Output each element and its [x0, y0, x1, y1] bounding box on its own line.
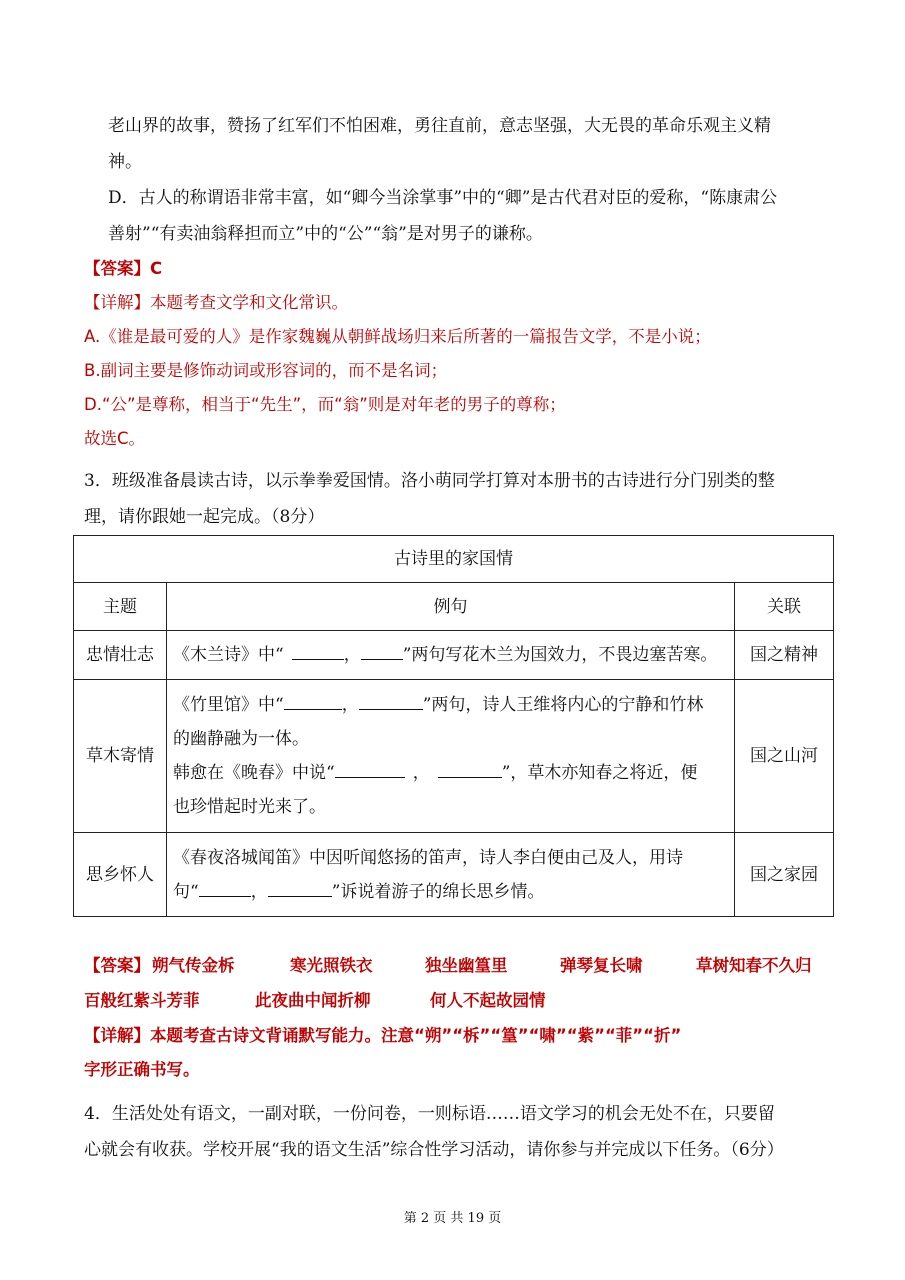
table-row	[74, 680, 834, 833]
explanation-d: D.“公”是尊称，相当于“先生”，而“翁”则是对年老的男子的尊称；	[84, 395, 566, 414]
answer-3-item: 草树知春不久归	[696, 956, 812, 975]
answer-label: 【答案】C	[84, 259, 163, 278]
blank-input	[438, 759, 502, 778]
explanation-heading: 【详解】本题考查文学和文化常识。	[84, 293, 348, 312]
answer-3-explanation-1: 【详解】本题考查古诗文背诵默写能力。注意“朔”“柝”“篁”“啸”“紫”“菲”“折”	[84, 1026, 682, 1045]
answer-choice: 故选C。	[84, 429, 146, 448]
blank-input	[199, 878, 251, 897]
row2-topic: 草木寄情	[74, 680, 167, 833]
question-3-line-2: 理，请你跟她一起完成。（8分）	[84, 507, 325, 527]
table-title: 古诗里的家国情	[74, 536, 834, 583]
question-4-line-2: 心就会有收获。学校开展“我的语文生活”综合性学习活动，请你参与并完成以下任务。（6分）	[84, 1140, 784, 1160]
header-example: 例句	[167, 583, 735, 631]
header-topic: 主题	[74, 583, 167, 631]
explanation-b: B.副词主要是修饰动词或形容词的，而不是名词；	[84, 361, 448, 380]
table-row	[74, 833, 834, 917]
option-d-line-2: 善射”“有卖油翁释担而立”中的“公”“翁”是对男子的谦称。	[108, 224, 543, 244]
row1-example	[167, 631, 735, 680]
answer-3-item: 寒光照铁衣	[290, 956, 373, 975]
row2-a-line-2: 的幽静融为一体。	[173, 729, 309, 749]
row3-topic: 思乡怀人	[74, 833, 167, 917]
answer-3-item: 朔气传金柝	[152, 956, 235, 975]
blank-input	[284, 691, 342, 710]
row3-link: 国之家园	[735, 833, 834, 917]
answer-3-item: 此夜曲中闻折柳	[255, 991, 371, 1010]
row2-example	[167, 680, 735, 833]
row2-a-comma: ，	[341, 695, 359, 715]
table-row	[74, 631, 834, 680]
row3-comma: ，	[250, 881, 268, 902]
page-footer: 第 2 页 共 19 页	[403, 1211, 502, 1226]
row2-a-prefix: 《竹里馆》中“	[173, 695, 284, 715]
answer-3-explanation-2: 字形正确书写。	[84, 1060, 200, 1079]
answer-3-item: 弹琴复长啸	[560, 956, 643, 975]
row3-suffix: ”诉说着游子的绵长思乡情。	[331, 881, 545, 902]
blank-input	[361, 641, 403, 660]
answer-3-item: 独坐幽篁里	[425, 956, 508, 975]
row2-a-suffix: ”两句，诗人王维将内心的宁静和竹林	[422, 695, 704, 715]
row1-topic: 忠情壮志	[74, 631, 167, 680]
blank-input	[359, 691, 423, 710]
prev-text-line-1: 老山界的故事，赞扬了红军们不怕困难，勇往直前，意志坚强，大无畏的革命乐观主义精	[108, 116, 771, 136]
blank-input	[335, 759, 405, 778]
answer-3-item: 何人不起故园情	[430, 991, 546, 1010]
row3-prefix: 句“	[173, 881, 199, 902]
row3-line-1: 《春夜洛城闻笛》中因听闻悠扬的笛声，诗人李白便由己及人，用诗	[173, 847, 683, 868]
answer-3-label: 【答案】	[84, 956, 150, 975]
row1-comma: ，	[343, 645, 361, 665]
row1-link: 国之精神	[735, 631, 834, 680]
row1-prefix: 《木兰诗》中“	[173, 645, 284, 665]
poem-table	[73, 535, 834, 917]
row2-link: 国之山河	[735, 680, 834, 833]
question-4-line-1: 4．生活处处有语文，一副对联，一份问卷，一则标语……语文学习的机会无处不在，只要留	[84, 1104, 775, 1124]
row2-b-suffix: ”，草木亦知春之将近，便	[501, 763, 698, 783]
row2-b-comma: ，	[412, 763, 430, 783]
explanation-a: A.《谁是最可爱的人》是作家魏巍从朝鲜战场归来后所著的一篇报告文学，不是小说；	[84, 327, 711, 346]
blank-input	[292, 641, 344, 660]
prev-text-line-2: 神。	[108, 152, 142, 172]
answer-3-item: 百般红紫斗芳菲	[84, 991, 200, 1010]
header-link: 关联	[735, 583, 834, 631]
blank-input	[268, 878, 332, 897]
row2-b-prefix: 韩愈在《晚春》中说“	[173, 763, 335, 783]
option-d-line-1: D．古人的称谓语非常丰富，如“卿今当涂掌事”中的“卿”是古代君对臣的爱称，“陈康肃公	[108, 188, 778, 208]
question-3-line-1: 3．班级准备晨读古诗，以示拳拳爱国情。洛小萌同学打算对本册书的古诗进行分门别类的整	[84, 471, 775, 491]
row2-b-line-2: 也珍惜起时光来了。	[173, 797, 326, 817]
row1-suffix: ”两句写花木兰为国效力，不畏边塞苦寒。	[402, 645, 718, 665]
row3-example	[167, 833, 735, 917]
